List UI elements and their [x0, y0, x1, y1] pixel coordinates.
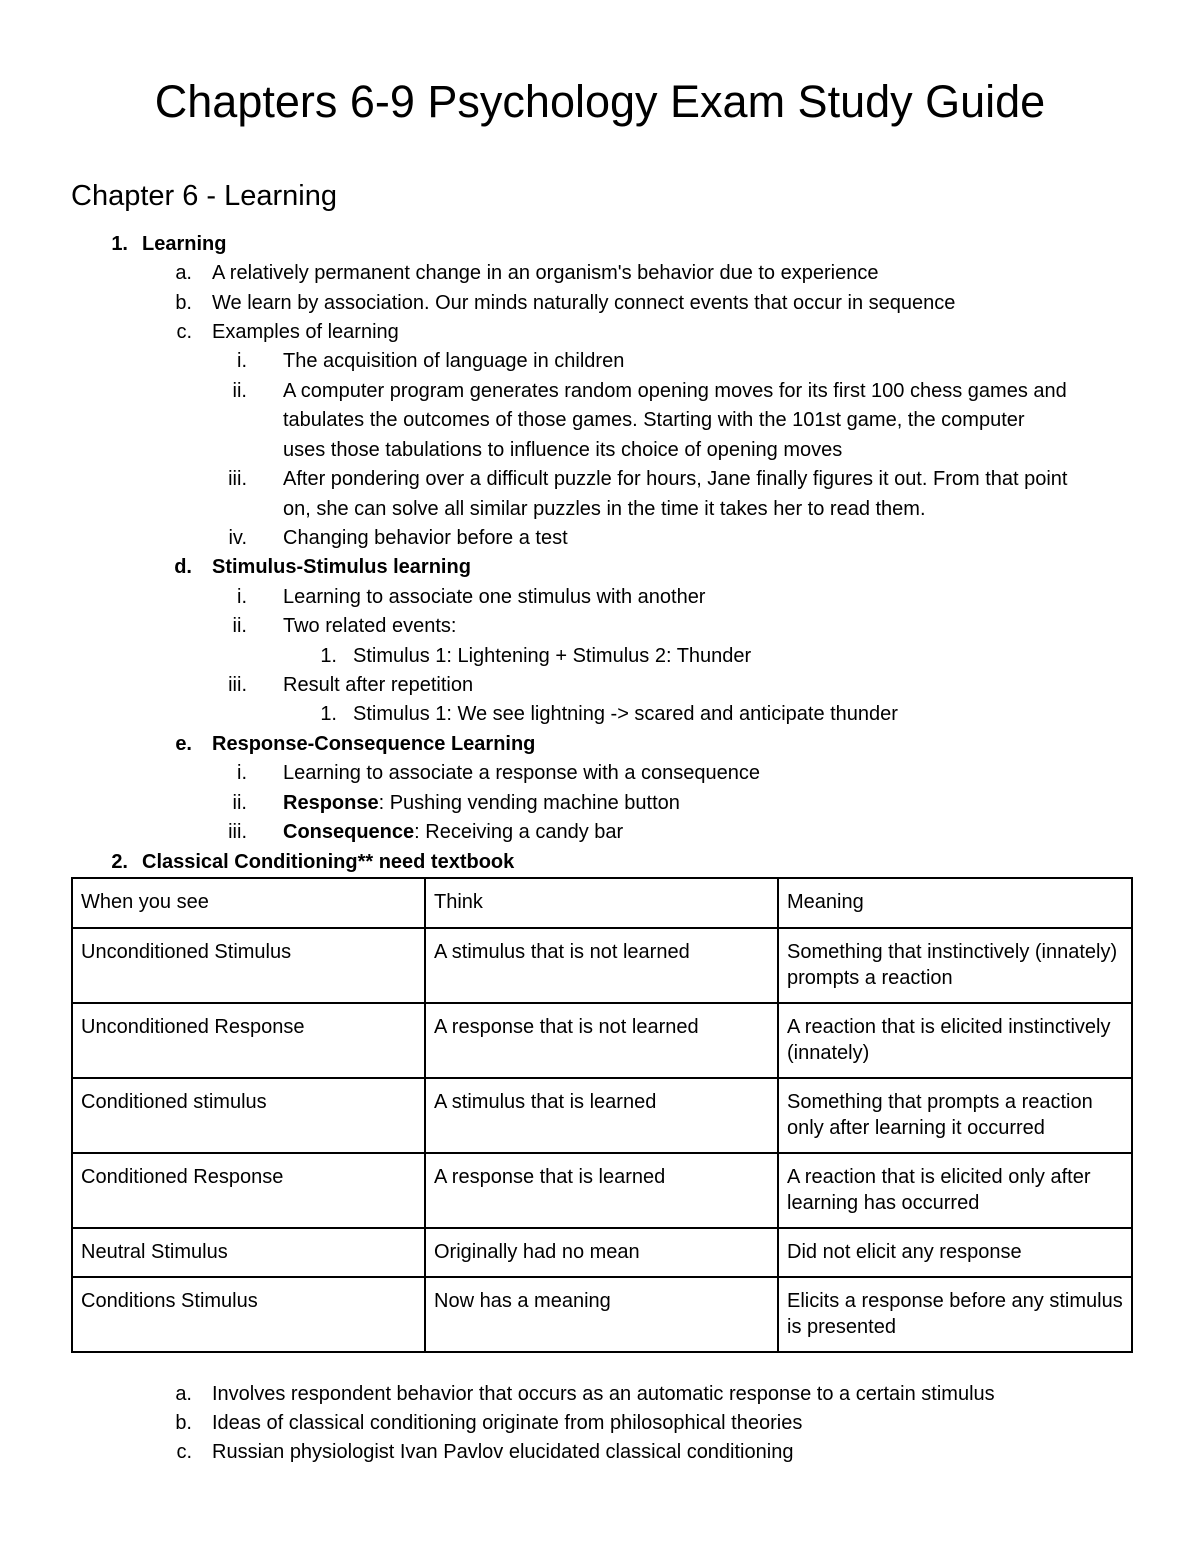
table-cell: A response that is not learned	[425, 1003, 778, 1078]
table-cell: A reaction that is elicited only after learning has occurred	[778, 1153, 1132, 1228]
document-title: Chapters 6-9 Psychology Exam Study Guide	[154, 76, 1046, 127]
table-cell: Neutral Stimulus	[72, 1228, 425, 1277]
list-marker: 1.	[320, 703, 337, 725]
list-item-text: Stimulus-Stimulus learning	[212, 556, 471, 578]
term-label: Consequence	[283, 821, 415, 843]
table-cell: Conditions Stimulus	[72, 1277, 425, 1352]
list-item-text: Stimulus 1: Lightening + Stimulus 2: Thunder	[353, 645, 752, 667]
list-marker: b.	[175, 292, 192, 314]
list-marker: iii.	[228, 468, 247, 490]
list-item-text: A relatively permanent change in an organism's behavior due to experience	[212, 262, 879, 284]
classical-conditioning-table	[71, 877, 1133, 1353]
table-cell: Elicits a response before any stimulus is presented	[778, 1277, 1132, 1352]
table-cell: Something that instinctively (innately) prompts a reaction	[778, 928, 1132, 1003]
term-label: Response	[283, 792, 379, 814]
section-label: Learning	[142, 233, 227, 255]
list-marker: iv.	[228, 527, 247, 549]
list-marker: 1.	[111, 233, 128, 255]
table-row	[72, 1228, 1132, 1277]
list-marker: b.	[175, 1412, 192, 1434]
list-marker: e.	[175, 733, 192, 755]
list-marker: ii.	[232, 615, 247, 637]
list-marker: i.	[237, 350, 247, 372]
list-item-text: Examples of learning	[212, 321, 399, 343]
table-row	[72, 928, 1132, 1003]
list-item-text	[283, 818, 623, 848]
table-cell: Now has a meaning	[425, 1277, 778, 1352]
term-definition: : Pushing vending machine button	[378, 792, 680, 814]
list-marker: a.	[175, 1383, 192, 1405]
table-cell: Unconditioned Response	[72, 1003, 425, 1078]
list-item-text: Russian physiologist Ivan Pavlov elucidated classical conditioning	[212, 1441, 794, 1463]
table-cell: Conditioned stimulus	[72, 1078, 425, 1153]
table-header-row	[72, 878, 1132, 928]
table-cell: Unconditioned Stimulus	[72, 928, 425, 1003]
list-item-text: tabulates the outcomes of those games. Starting with the 101st game, the computer	[283, 409, 1025, 431]
list-item-text: After pondering over a difficult puzzle for hours, Jane finally figures it out. From that point	[283, 468, 1068, 490]
list-item-text: Result after repetition	[283, 674, 474, 696]
list-marker: iii.	[228, 674, 247, 696]
list-item-text: Changing behavior before a test	[283, 527, 568, 549]
table-cell: Conditioned Response	[72, 1153, 425, 1228]
list-marker: a.	[175, 262, 192, 284]
list-item-text: Learning to associate one stimulus with another	[283, 586, 706, 608]
table-cell: A stimulus that is learned	[425, 1078, 778, 1153]
table-header-cell: Think	[425, 878, 778, 928]
list-marker: d.	[174, 556, 192, 578]
table-cell: Originally had no mean	[425, 1228, 778, 1277]
list-item-text: Response-Consequence Learning	[212, 733, 536, 755]
term-definition: : Receiving a candy bar	[414, 821, 624, 843]
table-header-cell: Meaning	[778, 878, 1132, 928]
list-item-text: Stimulus 1: We see lightning -> scared and anticipate thunder	[353, 703, 898, 725]
list-marker: iii.	[228, 821, 247, 843]
table-cell: Something that prompts a reaction only after learning it occurred	[778, 1078, 1132, 1153]
list-item-text: uses those tabulations to influence its choice of opening moves	[283, 439, 843, 461]
table-cell: Did not elicit any response	[778, 1228, 1132, 1277]
list-item-text: A computer program generates random opening moves for its first 100 chess games and	[283, 380, 1067, 402]
list-item-text	[283, 789, 680, 819]
chapter-heading: Chapter 6 - Learning	[71, 180, 337, 212]
list-item-text: Learning to associate a response with a consequence	[283, 762, 760, 784]
section-label: Classical Conditioning** need textbook	[142, 851, 515, 873]
list-marker: c.	[176, 1441, 192, 1463]
table-header-cell: When you see	[72, 878, 425, 928]
table-cell: A stimulus that is not learned	[425, 928, 778, 1003]
list-item-text: We learn by association. Our minds naturally connect events that occur in sequence	[212, 292, 956, 314]
list-marker: 2.	[111, 851, 128, 873]
list-item-text: Two related events:	[283, 615, 457, 637]
list-item-text: Ideas of classical conditioning originate from philosophical theories	[212, 1412, 803, 1434]
list-marker: i.	[237, 762, 247, 784]
table-row	[72, 1153, 1132, 1228]
list-marker: c.	[176, 321, 192, 343]
table-cell: A response that is learned	[425, 1153, 778, 1228]
list-marker: ii.	[232, 380, 247, 402]
list-item-text: The acquisition of language in children	[283, 350, 625, 372]
list-item-text: on, she can solve all similar puzzles in the time it takes her to read them.	[283, 498, 926, 520]
table-cell: A reaction that is elicited instinctively (innately)	[778, 1003, 1132, 1078]
table-row	[72, 1003, 1132, 1078]
table-row	[72, 1277, 1132, 1352]
table-row	[72, 1078, 1132, 1153]
list-marker: ii.	[232, 792, 247, 814]
list-item-text: Involves respondent behavior that occurs as an automatic response to a certain stimulus	[212, 1383, 995, 1405]
list-marker: i.	[237, 586, 247, 608]
list-marker: 1.	[320, 645, 337, 667]
